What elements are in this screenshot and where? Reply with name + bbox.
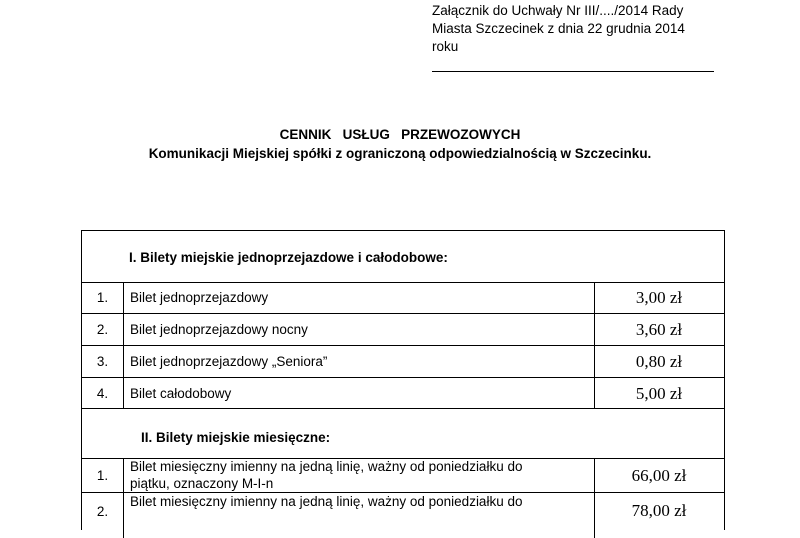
annex-line-2: Miasta Szczecinek z dnia 22 grudnia 2014 (432, 21, 685, 36)
row-description: Bilet jednoprzejazdowy (130, 290, 269, 305)
row-number: 4. (96, 386, 109, 401)
price-table (81, 230, 725, 530)
row-divider (82, 377, 725, 378)
row-number: 2. (96, 504, 109, 519)
annex-line-1: Załącznik do Uchwały Nr III/..../2014 Rady (432, 3, 684, 18)
row-price: 3,60 zł (635, 320, 683, 339)
row-description-line: Bilet miesięczny imienny na jedną linię, ważny od poniedziałku do (130, 494, 523, 509)
annex-line-3: roku (432, 39, 459, 54)
row-description: Bilet całodobowy (130, 386, 232, 401)
signature-line (432, 71, 714, 72)
row-number: 2. (96, 322, 109, 337)
row-price: 0,80 zł (635, 352, 683, 371)
row-description (130, 493, 630, 510)
row-description (130, 458, 630, 492)
row-divider (82, 313, 725, 314)
row-description-line: Bilet miesięczny imienny na jedną linię, ważny od poniedziałku do (130, 459, 523, 474)
row-number: 1. (96, 468, 109, 483)
document-title: CENNIK USŁUG PRZEWOZOWYCH (279, 127, 521, 142)
row-price: 5,00 zł (635, 384, 683, 403)
row-divider (82, 408, 725, 409)
row-divider (82, 282, 725, 283)
row-price: 66,00 zł (631, 466, 687, 485)
row-description-line: piątku, oznaczony M-I-n (130, 476, 274, 491)
row-price: 3,00 zł (635, 288, 683, 307)
document-subtitle: Komunikacji Miejskiej spółki z ograniczoną odpowiedzialnością w Szczecinku. (148, 146, 652, 161)
row-divider (82, 345, 725, 346)
annex-note (432, 2, 732, 56)
section-1-heading: I. Bilety miejskie jednoprzejazdowe i całodobowe: (129, 250, 448, 265)
row-description: Bilet jednoprzejazdowy nocny (130, 322, 308, 337)
row-price: 78,00 zł (631, 501, 687, 520)
section-2-heading: II. Bilety miejskie miesięczne: (141, 430, 331, 445)
column-divider (123, 458, 124, 538)
row-number: 3. (96, 354, 109, 369)
row-number: 1. (96, 290, 109, 305)
row-description: Bilet jednoprzejazdowy „Seniora” (130, 354, 328, 369)
